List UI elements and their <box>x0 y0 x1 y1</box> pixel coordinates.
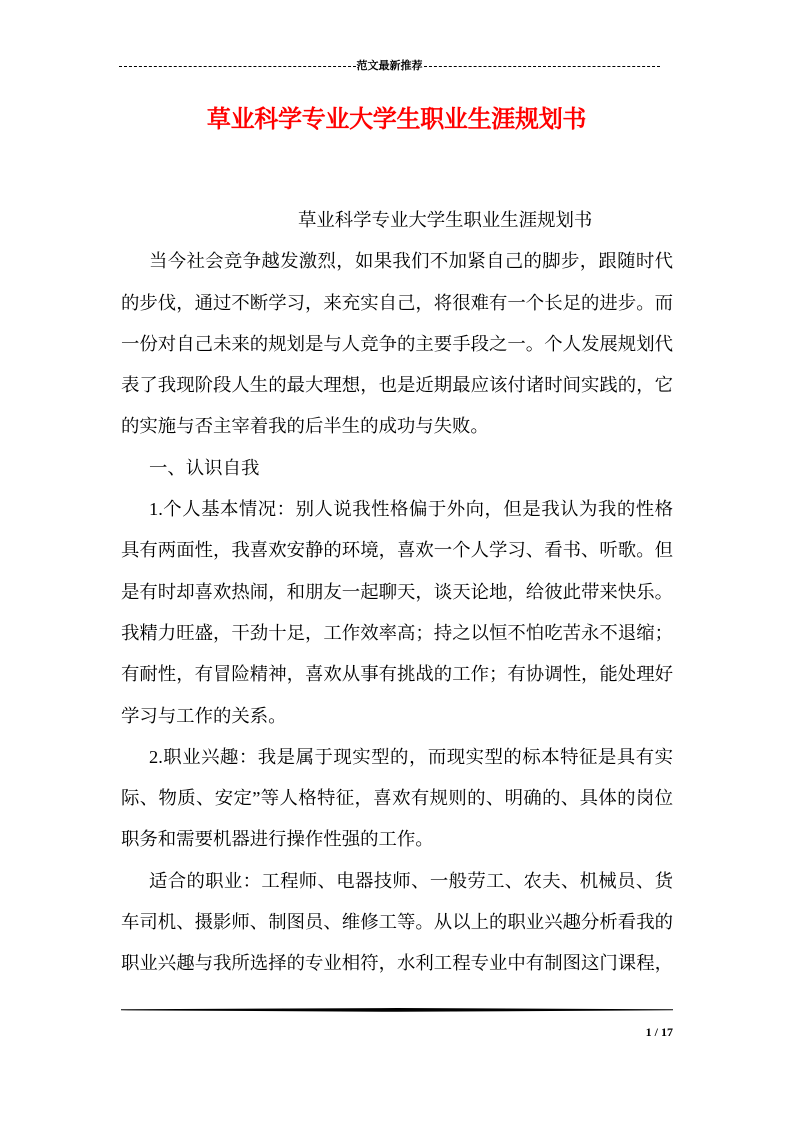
section-heading-text: 一、认识自我 <box>149 457 260 478</box>
text-line: 具有两面性，我喜欢安静的环境，喜欢一个人学习、看书、听歌。但 <box>121 540 673 561</box>
section-heading <box>121 448 673 489</box>
header-label: 范文最新推荐 <box>356 59 423 72</box>
page-header <box>119 58 660 74</box>
header-dashed-rule-right <box>424 66 661 67</box>
text-line: 一份对自己未来的规划是与人竞争的主要手段之一。个人发展规划代 <box>121 333 673 354</box>
text-line: 是有时却喜欢热闹，和朋友一起聊天，谈天论地，给彼此带来快乐。 <box>121 581 673 602</box>
text-line: 我精力旺盛，干劲十足，工作效率高；持之以恒不怕吃苦永不退缩； <box>121 622 673 643</box>
text-line: 当今社会竞争越发激烈，如果我们不加紧自己的脚步，跟随时代 <box>149 251 673 272</box>
text-line: 的步伐，通过不断学习，来充实自己，将很难有一个长足的进步。而 <box>121 292 673 313</box>
text-line: 学习与工作的关系。 <box>121 705 287 726</box>
document-body <box>121 200 673 985</box>
document-subtitle: 草业科学专业大学生职业生涯规划书 <box>298 210 593 230</box>
text-line: 1.个人基本情况：别人说我性格偏于外向，但是我认为我的性格 <box>149 499 673 520</box>
text-line: 职业兴趣与我所选择的专业相符，水利工程专业中有制图这门课程， <box>121 953 673 974</box>
page-number: 1 / 17 <box>645 1025 673 1039</box>
paragraph-career-interest <box>121 737 673 861</box>
text-line: 2.职业兴趣：我是属于现实型的，而现实型的标本特征是具有实 <box>149 746 673 767</box>
paragraph-intro <box>121 241 673 447</box>
footer-rule <box>121 1008 673 1012</box>
text-line: 有耐性，有冒险精神，喜欢从事有挑战的工作；有协调性，能处理好 <box>121 664 673 685</box>
text-line: 车司机、摄影师、制图员、维修工等。从以上的职业兴趣分析看我的 <box>121 912 673 933</box>
paragraph-suitable-careers <box>121 861 673 985</box>
text-line: 表了我现阶段人生的最大理想，也是近期最应该付诸时间实践的，它 <box>121 375 673 396</box>
text-line: 适合的职业：工程师、电器技师、一般劳工、农夫、机械员、货 <box>149 870 673 891</box>
text-line: 职务和需要机器进行操作性强的工作。 <box>121 829 434 850</box>
paragraph-personal-info <box>121 489 673 737</box>
header-dashed-rule-left <box>119 66 356 67</box>
document-title: 草业科学专业大学生职业生涯规划书 <box>206 105 587 133</box>
text-line: 际、物质、安定”等人格特征，喜欢有规则的、明确的、具体的岗位 <box>121 788 673 809</box>
text-line: 的实施与否主宰着我的后半生的成功与失败。 <box>121 416 489 437</box>
